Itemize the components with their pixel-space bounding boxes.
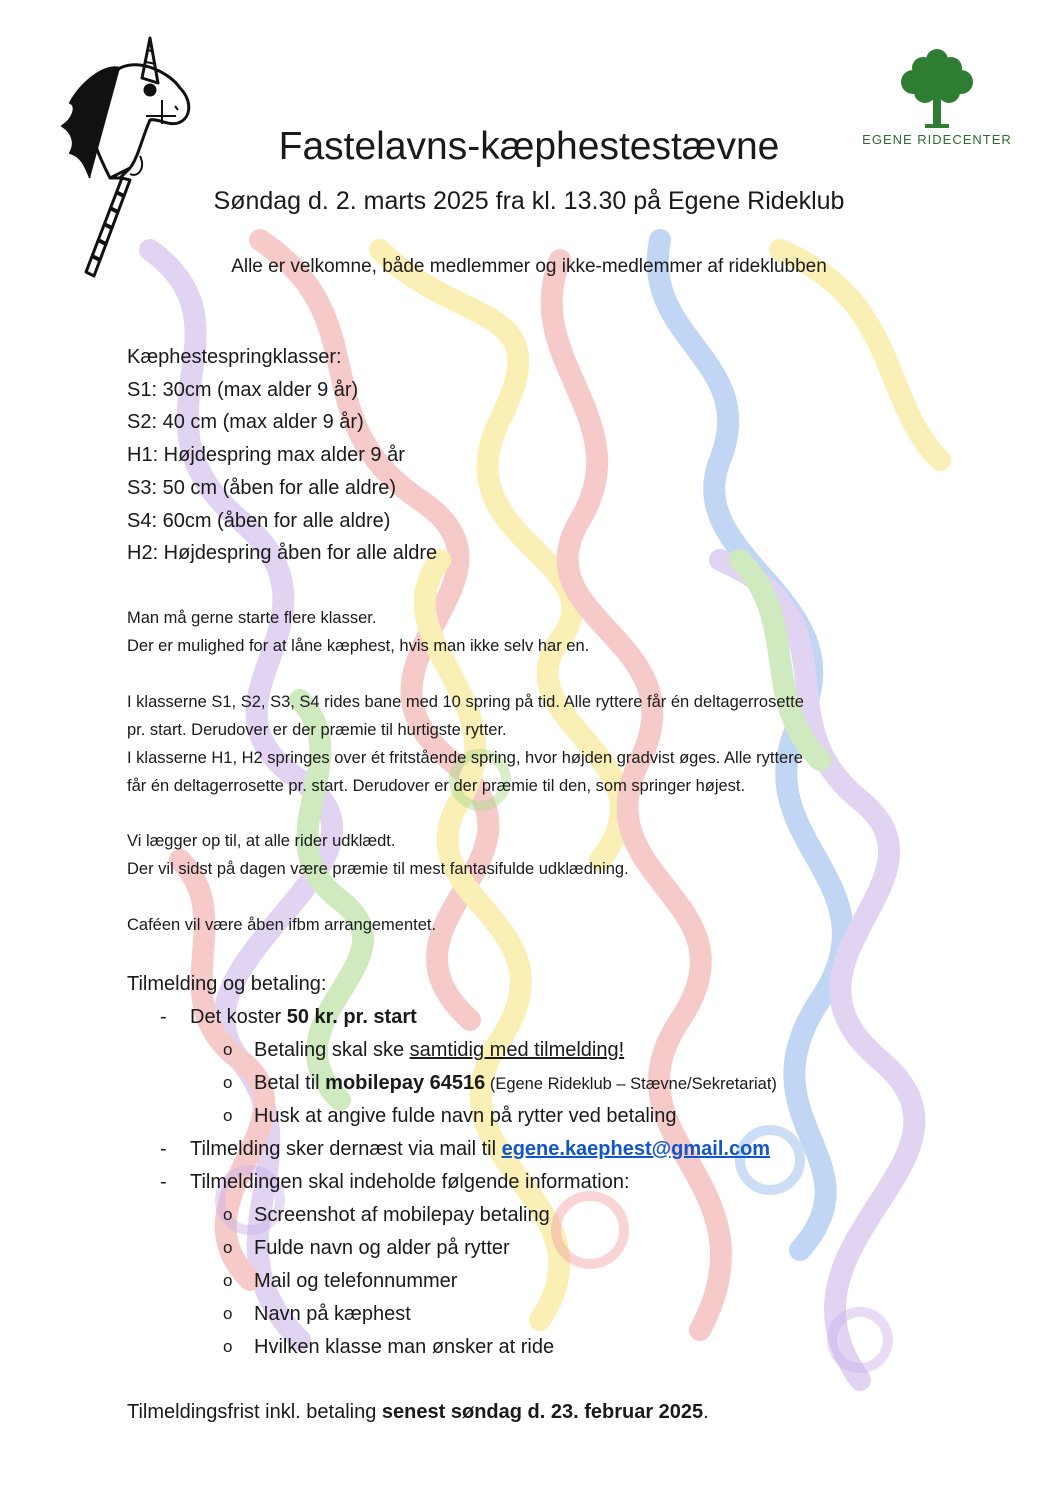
content-heading-item: Tilmeldingen skal indeholde følgende information:	[190, 1171, 630, 1193]
list-dash: -	[160, 1006, 167, 1028]
info-paragraph-rules	[127, 688, 947, 800]
list-circle: o	[223, 1040, 233, 1059]
payment-emphasis: samtidig med tilmelding!	[409, 1039, 625, 1061]
list-circle: o	[223, 1106, 233, 1125]
list-circle: o	[223, 1205, 233, 1224]
list-circle: o	[223, 1073, 233, 1092]
list-dash: -	[160, 1138, 167, 1160]
info-line: Caféen vil være åben ifbm arrangementet.	[127, 916, 437, 934]
info-paragraph-costume	[127, 827, 947, 883]
mail-item	[190, 1133, 770, 1166]
registration-heading: Tilmelding og betaling:	[127, 973, 327, 995]
welcome-text: Alle er velkomne, både medlemmer og ikke-medlemmer af rideklubben	[231, 256, 827, 277]
name-note-item: Husk at angive fulde navn på rytter ved betaling	[254, 1105, 677, 1127]
content-item: Fulde navn og alder på rytter	[254, 1237, 510, 1259]
price-amount: 50 kr. pr. start	[286, 1006, 417, 1028]
classes-heading: Kæphestespringklasser:	[127, 346, 342, 368]
list-circle: o	[223, 1337, 233, 1356]
email-link[interactable]: egene.kaephest@gmail.com	[501, 1138, 771, 1160]
deadline-date: senest søndag d. 23. februar 2025	[381, 1401, 704, 1423]
tree-logo-icon	[895, 46, 979, 130]
class-item: S2: 40 cm (max alder 9 år)	[127, 411, 364, 434]
info-paragraph-starts	[127, 604, 947, 660]
info-line: får én deltagerrosette pr. start. Derudover er der præmie til den, som springer højest.	[127, 777, 746, 795]
info-paragraph-cafe	[127, 911, 947, 939]
content-item: Screenshot af mobilepay betaling	[254, 1204, 550, 1226]
mobilepay-prefix: Betal til	[254, 1072, 326, 1094]
class-item: S1: 30cm (max alder 9 år)	[127, 378, 359, 401]
price-prefix: Det koster	[190, 1006, 287, 1028]
price-item	[190, 1001, 417, 1034]
jump-classes-section	[127, 341, 437, 570]
mobilepay-item	[254, 1067, 777, 1101]
class-item: S4: 60cm (åben for alle aldre)	[127, 509, 391, 532]
info-line: Vi lægger op til, at alle rider udklædt.	[127, 832, 396, 850]
info-line: pr. start. Derudover er der præmie til hurtigste rytter.	[127, 721, 507, 739]
registration-list	[127, 1001, 1027, 1371]
registration-deadline	[127, 1396, 709, 1429]
class-item: H1: Højdespring max alder 9 år	[127, 444, 405, 467]
content-item: Mail og telefonnummer	[254, 1270, 458, 1292]
deadline-suffix: .	[703, 1401, 709, 1423]
event-subtitle: Søndag d. 2. marts 2025 fra kl. 13.30 på Egene Rideklub	[213, 187, 845, 215]
class-item: H2: Højdespring åben for alle aldre	[127, 542, 438, 565]
info-line: I klasserne H1, H2 springes over ét fritstående spring, hvor højden gradvist øges. Alle ryttere	[127, 749, 803, 767]
list-dash: -	[160, 1171, 167, 1193]
content-item: Navn på kæphest	[254, 1303, 411, 1325]
mail-prefix: Tilmelding sker dernæst via mail til	[190, 1138, 502, 1160]
class-item: S3: 50 cm (åben for alle aldre)	[127, 476, 397, 499]
deadline-prefix: Tilmeldingsfrist inkl. betaling	[127, 1401, 382, 1423]
payment-timing-item	[254, 1034, 624, 1067]
mobilepay-recipient: (Egene Rideklub – Stævne/Sekretariat)	[485, 1075, 777, 1093]
payment-prefix: Betaling skal ske	[254, 1039, 410, 1061]
logo-text: EGENE RIDECENTER	[862, 132, 1012, 147]
info-line: I klasserne S1, S2, S3, S4 rides bane med 10 spring på tid. Alle ryttere får én deltagerrosette	[127, 693, 804, 711]
info-line: Der er mulighed for at låne kæphest, hvis man ikke selv har en.	[127, 637, 590, 655]
list-circle: o	[223, 1238, 233, 1257]
info-line: Man må gerne starte flere klasser.	[127, 609, 377, 627]
list-circle: o	[223, 1271, 233, 1290]
mobilepay-number: mobilepay 64516	[325, 1072, 486, 1094]
info-line: Der vil sidst på dagen være præmie til mest fantasifulde udklædning.	[127, 860, 629, 878]
page-title: Fastelavns-kæphestestævne	[278, 125, 780, 168]
content-item: Hvilken klasse man ønsker at ride	[254, 1336, 555, 1358]
list-circle: o	[223, 1304, 233, 1323]
